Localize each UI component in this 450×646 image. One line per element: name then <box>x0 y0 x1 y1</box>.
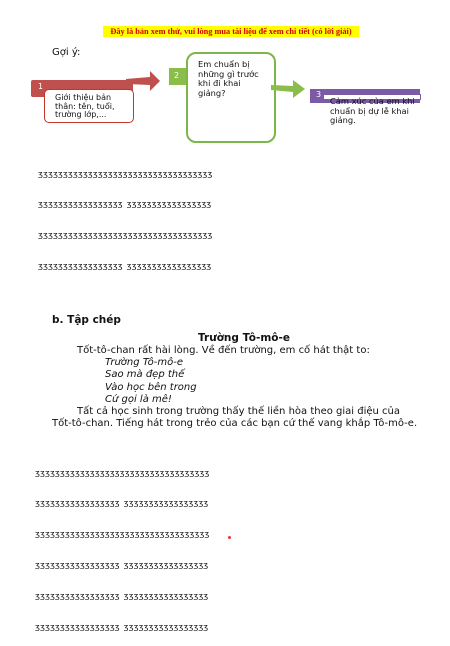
writing-line: ᶾᶾᶾᶾᶾᶾᶾᶾᶾᶾᶾᶾᶾᶾᶾᶾᶾ ᶾᶾᶾᶾᶾᶾᶾᶾᶾᶾᶾᶾᶾᶾᶾᶾᶾ <box>38 261 212 278</box>
step-2-box: Em chuẩn bị những gì trước khi đi khai giảng? <box>186 52 276 143</box>
preview-banner: Đây là bản xem thử, vui lòng mua tài liệu để xem chi tiết (có lời giải) <box>103 26 359 37</box>
intro-line: Tốt-tô-chan rất hài lòng. Về đến trường, em cố hát thật to: <box>77 345 370 356</box>
writing-lines-2 <box>35 450 209 646</box>
closing-paragraph: Tất cả học sinh trong trường thấy thế liền hòa theo giai điệu của Tốt-tô-chan. Tiếng hát trong trẻo của các bạn cứ thế vang khắp Tô-mô-e. <box>52 406 418 430</box>
arrow-right-icon <box>126 71 162 93</box>
writing-line: ᶾᶾᶾᶾᶾᶾᶾᶾᶾᶾᶾᶾᶾᶾᶾᶾᶾ ᶾᶾᶾᶾᶾᶾᶾᶾᶾᶾᶾᶾᶾᶾᶾᶾᶾ <box>35 591 209 608</box>
section-heading: b. Tập chép <box>52 314 121 326</box>
writing-line: ᶾᶾᶾᶾᶾᶾᶾᶾᶾᶾᶾᶾᶾᶾᶾᶾᶾᶾᶾᶾᶾᶾᶾᶾᶾᶾᶾᶾᶾᶾᶾᶾᶾᶾᶾ <box>38 168 213 185</box>
writing-line: ᶾᶾᶾᶾᶾᶾᶾᶾᶾᶾᶾᶾᶾᶾᶾᶾᶾ ᶾᶾᶾᶾᶾᶾᶾᶾᶾᶾᶾᶾᶾᶾᶾᶾᶾ <box>35 560 209 577</box>
step-2-number: 2 <box>174 71 180 80</box>
step-3-text: Cảm xúc của em khi chuẩn bị dự lễ khai giảng. <box>330 96 415 125</box>
writing-line: ᶾᶾᶾᶾᶾᶾᶾᶾᶾᶾᶾᶾᶾᶾᶾᶾᶾᶾᶾᶾᶾᶾᶾᶾᶾᶾᶾᶾᶾᶾᶾᶾᶾᶾᶾ <box>35 467 210 484</box>
step-3-number: 3 <box>316 90 322 99</box>
poem-line: Sao mà đẹp thế <box>105 369 185 381</box>
step-1-box: Giới thiệu bản thân: tên, tuổi, trường lớp,... <box>44 89 134 123</box>
poem <box>105 357 197 407</box>
writing-line: ᶾᶾᶾᶾᶾᶾᶾᶾᶾᶾᶾᶾᶾᶾᶾᶾᶾ ᶾᶾᶾᶾᶾᶾᶾᶾᶾᶾᶾᶾᶾᶾᶾᶾᶾ <box>35 622 209 639</box>
poem-line: Vào học bên trong <box>105 381 197 393</box>
writing-lines-1 <box>38 151 212 285</box>
writing-line: ᶾᶾᶾᶾᶾᶾᶾᶾᶾᶾᶾᶾᶾᶾᶾᶾᶾ ᶾᶾᶾᶾᶾᶾᶾᶾᶾᶾᶾᶾᶾᶾᶾᶾᶾ <box>35 498 209 515</box>
arrow-right-icon <box>271 78 307 100</box>
poem-line: Trường Tô-mô-e <box>105 357 183 368</box>
poem-title: Trường Tô-mô-e <box>198 332 290 344</box>
writing-line: ᶾᶾᶾᶾᶾᶾᶾᶾᶾᶾᶾᶾᶾᶾᶾᶾᶾᶾᶾᶾᶾᶾᶾᶾᶾᶾᶾᶾᶾᶾᶾᶾᶾᶾᶾ <box>38 230 213 247</box>
red-mark <box>228 536 231 539</box>
writing-line: ᶾᶾᶾᶾᶾᶾᶾᶾᶾᶾᶾᶾᶾᶾᶾᶾᶾᶾᶾᶾᶾᶾᶾᶾᶾᶾᶾᶾᶾᶾᶾᶾᶾᶾᶾ <box>35 529 210 546</box>
hint-label: Gợi ý: <box>52 47 81 58</box>
poem-line: Cứ gọi là mê! <box>105 394 172 406</box>
step-2-badge <box>169 68 186 85</box>
writing-line: ᶾᶾᶾᶾᶾᶾᶾᶾᶾᶾᶾᶾᶾᶾᶾᶾᶾ ᶾᶾᶾᶾᶾᶾᶾᶾᶾᶾᶾᶾᶾᶾᶾᶾᶾ <box>38 199 212 216</box>
step-1-number: 1 <box>38 82 44 91</box>
